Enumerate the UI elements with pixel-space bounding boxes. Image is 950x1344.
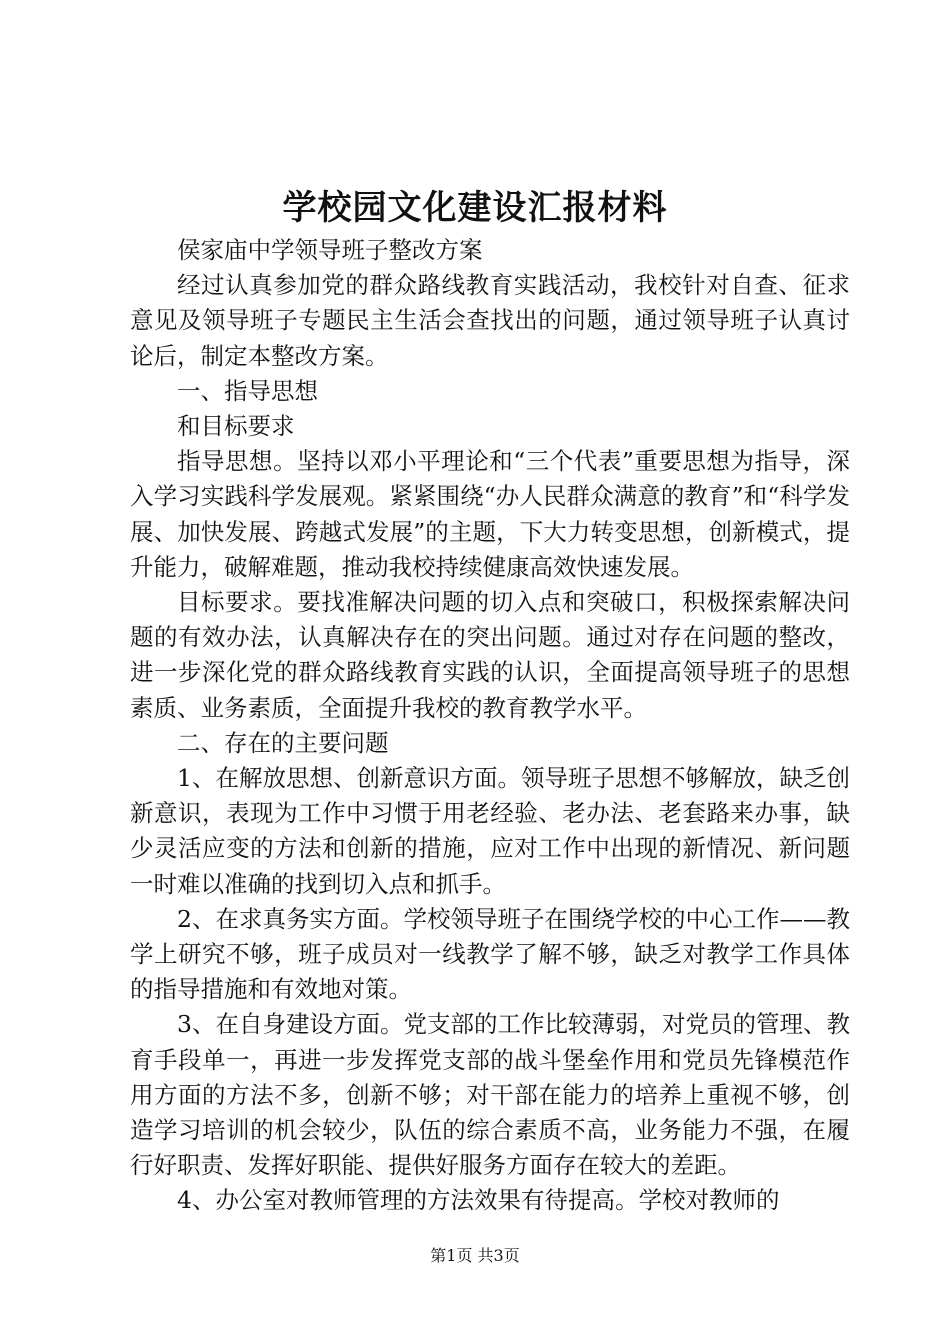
paragraph-problem-2: 2、在求真务实方面。学校领导班子在围绕学校的中心工作——教学上研究不够，班子成员对一线教学了解不够，缺乏对教学工作具体的指导措施和有效地对策。 [130, 904, 850, 1004]
document-body [130, 233, 850, 1219]
document-title: 学校园文化建设汇报材料 [282, 188, 668, 228]
paragraph-intro: 经过认真参加党的群众路线教育实践活动，我校针对自查、征求意见及领导班子专题民主生活会查找出的问题，通过领导班子认真讨论后，制定本整改方案。 [130, 271, 850, 370]
section-heading-1: 一、指导思想 [177, 376, 318, 405]
paragraph-guiding-thought: 指导思想。坚持以邓小平理论和“三个代表”重要思想为指导，深入学习实践科学发展观。紧紧围绕“办人民群众满意的教育”和“科学发展、加快发展、跨越式发展”的主题，下大力转变思想，创新模式，提升能力，破解难题，推动我校持续健康高效快速发展。 [130, 447, 850, 581]
paragraph-problem-1: 1、在解放思想、创新意识方面。领导班子思想不够解放，缺乏创新意识，表现为工作中习惯于用老经验、老办法、老套路来办事，缺少灵活应变的方法和创新的措施，应对工作中出现的新情况、新问题一时难以准确的找到切入点和抓手。 [130, 764, 850, 898]
section-heading-2: 二、存在的主要问题 [177, 728, 389, 757]
paragraph-problem-4: 4、办公室对教师管理的方法效果有待提高。学校对教师的 [177, 1186, 780, 1215]
paragraph-target-requirements: 目标要求。要找准解决问题的切入点和突破口，积极探索解决问题的有效办法，认真解决存在的突出问题。通过对存在问题的整改，进一步深化党的群众路线教育实践的认识，全面提高领导班子的思想素质、业务素质，全面提升我校的教育教学水平。 [130, 588, 850, 722]
page-number-footer: 第1页 共3页 [430, 1246, 520, 1265]
section-heading-1-cont: 和目标要求 [177, 412, 295, 441]
paragraph-problem-3: 3、在自身建设方面。党支部的工作比较薄弱，对党员的管理、教育手段单一，再进一步发挥党支部的战斗堡垒作用和党员先锋模范作用方面的方法不多，创新不够；对干部在能力的培养上重视不够，创造学习培训的机会较少，队伍的综合素质不高，业务能力不强，在履行好职责、发挥好职能、提供好服务方面存在较大的差距。 [130, 1010, 850, 1180]
paragraph-subtitle: 侯家庙中学领导班子整改方案 [177, 236, 483, 264]
